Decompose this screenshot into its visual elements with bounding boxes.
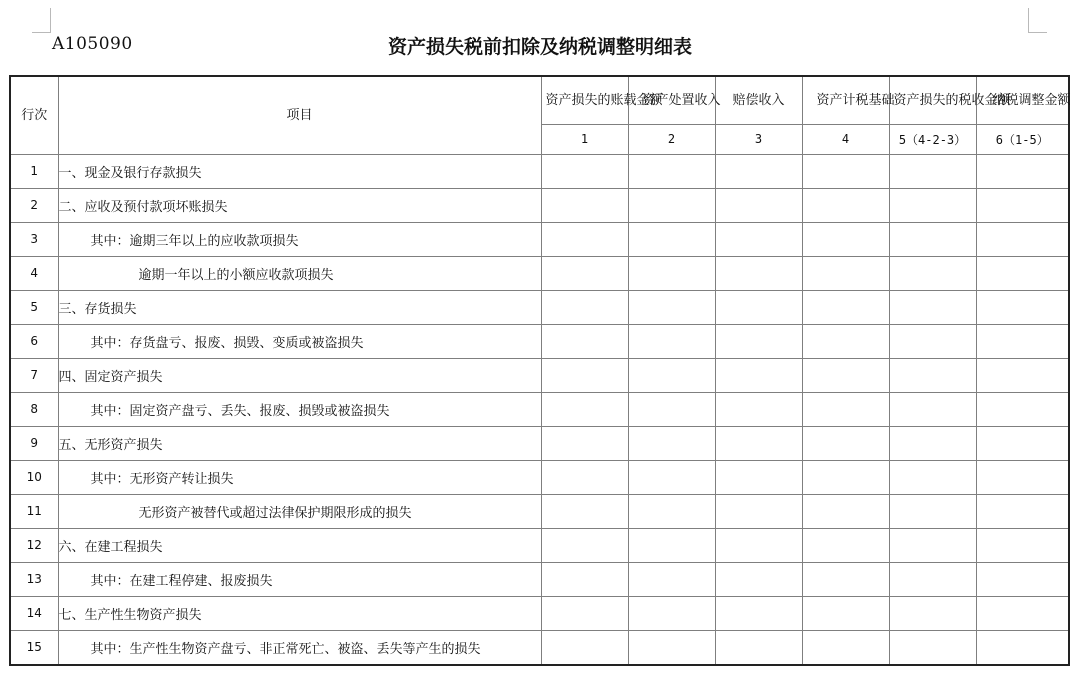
cell-col-3[interactable]: [715, 222, 802, 256]
cell-col-6[interactable]: [976, 460, 1069, 494]
row-number: 13: [10, 562, 58, 596]
cell-col-6[interactable]: [976, 392, 1069, 426]
cell-col-4[interactable]: [802, 562, 889, 596]
cell-col-4[interactable]: [802, 596, 889, 630]
cell-col-4[interactable]: [802, 528, 889, 562]
cell-col-6[interactable]: [976, 596, 1069, 630]
cell-col-3[interactable]: [715, 188, 802, 222]
cell-col-3[interactable]: [715, 596, 802, 630]
cell-col-5[interactable]: [889, 256, 976, 290]
header-num-2: 2: [628, 124, 715, 154]
row-item: 逾期一年以上的小额应收款项损失: [58, 256, 541, 290]
cell-col-4[interactable]: [802, 188, 889, 222]
cell-col-5[interactable]: [889, 392, 976, 426]
loss-deduction-table: [9, 75, 1070, 666]
cell-col-2[interactable]: [628, 392, 715, 426]
cell-col-5[interactable]: [889, 426, 976, 460]
cell-col-3[interactable]: [715, 290, 802, 324]
cell-col-6[interactable]: [976, 426, 1069, 460]
cell-col-2[interactable]: [628, 460, 715, 494]
cell-col-2[interactable]: [628, 256, 715, 290]
cell-col-3[interactable]: [715, 324, 802, 358]
cell-col-5[interactable]: [889, 154, 976, 188]
cell-col-2[interactable]: [628, 154, 715, 188]
row-number: 6: [10, 324, 58, 358]
cell-col-1[interactable]: [541, 426, 628, 460]
cell-col-4[interactable]: [802, 426, 889, 460]
cell-col-2[interactable]: [628, 358, 715, 392]
cell-col-1[interactable]: [541, 290, 628, 324]
cell-col-3[interactable]: [715, 358, 802, 392]
cell-col-3[interactable]: [715, 460, 802, 494]
cell-col-6[interactable]: [976, 154, 1069, 188]
cell-col-3[interactable]: [715, 154, 802, 188]
table-row: [10, 358, 1069, 392]
cell-col-5[interactable]: [889, 222, 976, 256]
cell-col-5[interactable]: [889, 596, 976, 630]
cell-col-5[interactable]: [889, 290, 976, 324]
cell-col-1[interactable]: [541, 188, 628, 222]
cell-col-2[interactable]: [628, 562, 715, 596]
row-item: 七、生产性生物资产损失: [58, 596, 541, 630]
cell-col-6[interactable]: [976, 256, 1069, 290]
cell-col-1[interactable]: [541, 222, 628, 256]
table-row: [10, 630, 1069, 665]
cell-col-6[interactable]: [976, 528, 1069, 562]
cell-col-3[interactable]: [715, 256, 802, 290]
cell-col-1[interactable]: [541, 494, 628, 528]
cell-col-4[interactable]: [802, 290, 889, 324]
crop-mark-top-right: [1028, 8, 1047, 33]
row-number: 15: [10, 630, 58, 665]
row-item: 二、应收及预付款项坏账损失: [58, 188, 541, 222]
cell-col-4[interactable]: [802, 630, 889, 665]
cell-col-3[interactable]: [715, 630, 802, 665]
table-row: [10, 154, 1069, 188]
row-item: 其中：在建工程停建、报废损失: [58, 562, 541, 596]
header-col-4: 资产计税基础: [802, 76, 889, 124]
cell-col-3[interactable]: [715, 528, 802, 562]
cell-col-4[interactable]: [802, 460, 889, 494]
cell-col-2[interactable]: [628, 188, 715, 222]
header-num-6: 6（1-5）: [976, 124, 1069, 154]
cell-col-3[interactable]: [715, 392, 802, 426]
table-row: [10, 188, 1069, 222]
cell-col-2[interactable]: [628, 290, 715, 324]
cell-col-6[interactable]: [976, 222, 1069, 256]
row-number: 2: [10, 188, 58, 222]
cell-col-1[interactable]: [541, 596, 628, 630]
cell-col-6[interactable]: [976, 562, 1069, 596]
row-item: 无形资产被替代或超过法律保护期限形成的损失: [58, 494, 541, 528]
header-col-5: 资产损失的税收金额: [889, 76, 976, 124]
cell-col-2[interactable]: [628, 494, 715, 528]
table-row: [10, 256, 1069, 290]
header-col-6: 纳税调整金额: [976, 76, 1069, 124]
cell-col-2[interactable]: [628, 528, 715, 562]
row-item: 其中：存货盘亏、报废、损毁、变质或被盗损失: [58, 324, 541, 358]
cell-col-5[interactable]: [889, 630, 976, 665]
row-item: 一、现金及银行存款损失: [58, 154, 541, 188]
form-code: A105090: [52, 34, 133, 54]
cell-col-1[interactable]: [541, 358, 628, 392]
table-row: [10, 562, 1069, 596]
row-number: 3: [10, 222, 58, 256]
row-number: 14: [10, 596, 58, 630]
cell-col-6[interactable]: [976, 290, 1069, 324]
table-row: [10, 596, 1069, 630]
row-number: 10: [10, 460, 58, 494]
cell-col-1[interactable]: [541, 154, 628, 188]
table-row: [10, 528, 1069, 562]
cell-col-5[interactable]: [889, 528, 976, 562]
header-num-5: 5（4-2-3）: [889, 124, 976, 154]
cell-col-5[interactable]: [889, 324, 976, 358]
cell-col-1[interactable]: [541, 630, 628, 665]
cell-col-4[interactable]: [802, 256, 889, 290]
row-number: 1: [10, 154, 58, 188]
cell-col-3[interactable]: [715, 426, 802, 460]
row-item: 四、固定资产损失: [58, 358, 541, 392]
row-item: 三、存货损失: [58, 290, 541, 324]
cell-col-4[interactable]: [802, 392, 889, 426]
cell-col-2[interactable]: [628, 596, 715, 630]
cell-col-6[interactable]: [976, 494, 1069, 528]
cell-col-2[interactable]: [628, 222, 715, 256]
cell-col-3[interactable]: [715, 494, 802, 528]
cell-col-4[interactable]: [802, 494, 889, 528]
cell-col-6[interactable]: [976, 630, 1069, 665]
cell-col-1[interactable]: [541, 460, 628, 494]
cell-col-4[interactable]: [802, 324, 889, 358]
row-number: 4: [10, 256, 58, 290]
header-row-no: 行次: [10, 76, 58, 154]
header-col-3: 赔偿收入: [715, 76, 802, 124]
cell-col-5[interactable]: [889, 460, 976, 494]
table-row: [10, 392, 1069, 426]
cell-col-6[interactable]: [976, 188, 1069, 222]
cell-col-6[interactable]: [976, 358, 1069, 392]
cell-col-2[interactable]: [628, 426, 715, 460]
crop-mark-top-left: [32, 8, 51, 33]
cell-col-2[interactable]: [628, 324, 715, 358]
row-item: 五、无形资产损失: [58, 426, 541, 460]
table-row: [10, 494, 1069, 528]
cell-col-5[interactable]: [889, 562, 976, 596]
cell-col-5[interactable]: [889, 358, 976, 392]
header-num-3: 3: [715, 124, 802, 154]
row-item: 其中：生产性生物资产盘亏、非正常死亡、被盗、丢失等产生的损失: [58, 630, 541, 665]
table-row: [10, 324, 1069, 358]
row-item: 其中：逾期三年以上的应收款项损失: [58, 222, 541, 256]
header-col-2: 资产处置收入: [628, 76, 715, 124]
row-number: 9: [10, 426, 58, 460]
cell-col-3[interactable]: [715, 562, 802, 596]
cell-col-4[interactable]: [802, 154, 889, 188]
table-row: [10, 460, 1069, 494]
page-title: 资产损失税前扣除及纳税调整明细表: [387, 36, 692, 58]
cell-col-1[interactable]: [541, 392, 628, 426]
cell-col-1[interactable]: [541, 324, 628, 358]
row-number: 8: [10, 392, 58, 426]
cell-col-1[interactable]: [541, 528, 628, 562]
table-row: [10, 290, 1069, 324]
table-row: [10, 426, 1069, 460]
cell-col-4[interactable]: [802, 222, 889, 256]
header-col-1: 资产损失的账载金额: [541, 76, 628, 124]
cell-col-1[interactable]: [541, 562, 628, 596]
header-item: 项目: [58, 76, 541, 154]
cell-col-5[interactable]: [889, 188, 976, 222]
header-num-4: 4: [802, 124, 889, 154]
cell-col-1[interactable]: [541, 256, 628, 290]
cell-col-5[interactable]: [889, 494, 976, 528]
row-item: 六、在建工程损失: [58, 528, 541, 562]
row-item: 其中：固定资产盘亏、丢失、报废、损毁或被盗损失: [58, 392, 541, 426]
row-item: 其中：无形资产转让损失: [58, 460, 541, 494]
row-number: 12: [10, 528, 58, 562]
cell-col-6[interactable]: [976, 324, 1069, 358]
row-number: 7: [10, 358, 58, 392]
table-row: [10, 222, 1069, 256]
cell-col-2[interactable]: [628, 630, 715, 665]
cell-col-4[interactable]: [802, 358, 889, 392]
row-number: 5: [10, 290, 58, 324]
header-num-1: 1: [541, 124, 628, 154]
row-number: 11: [10, 494, 58, 528]
